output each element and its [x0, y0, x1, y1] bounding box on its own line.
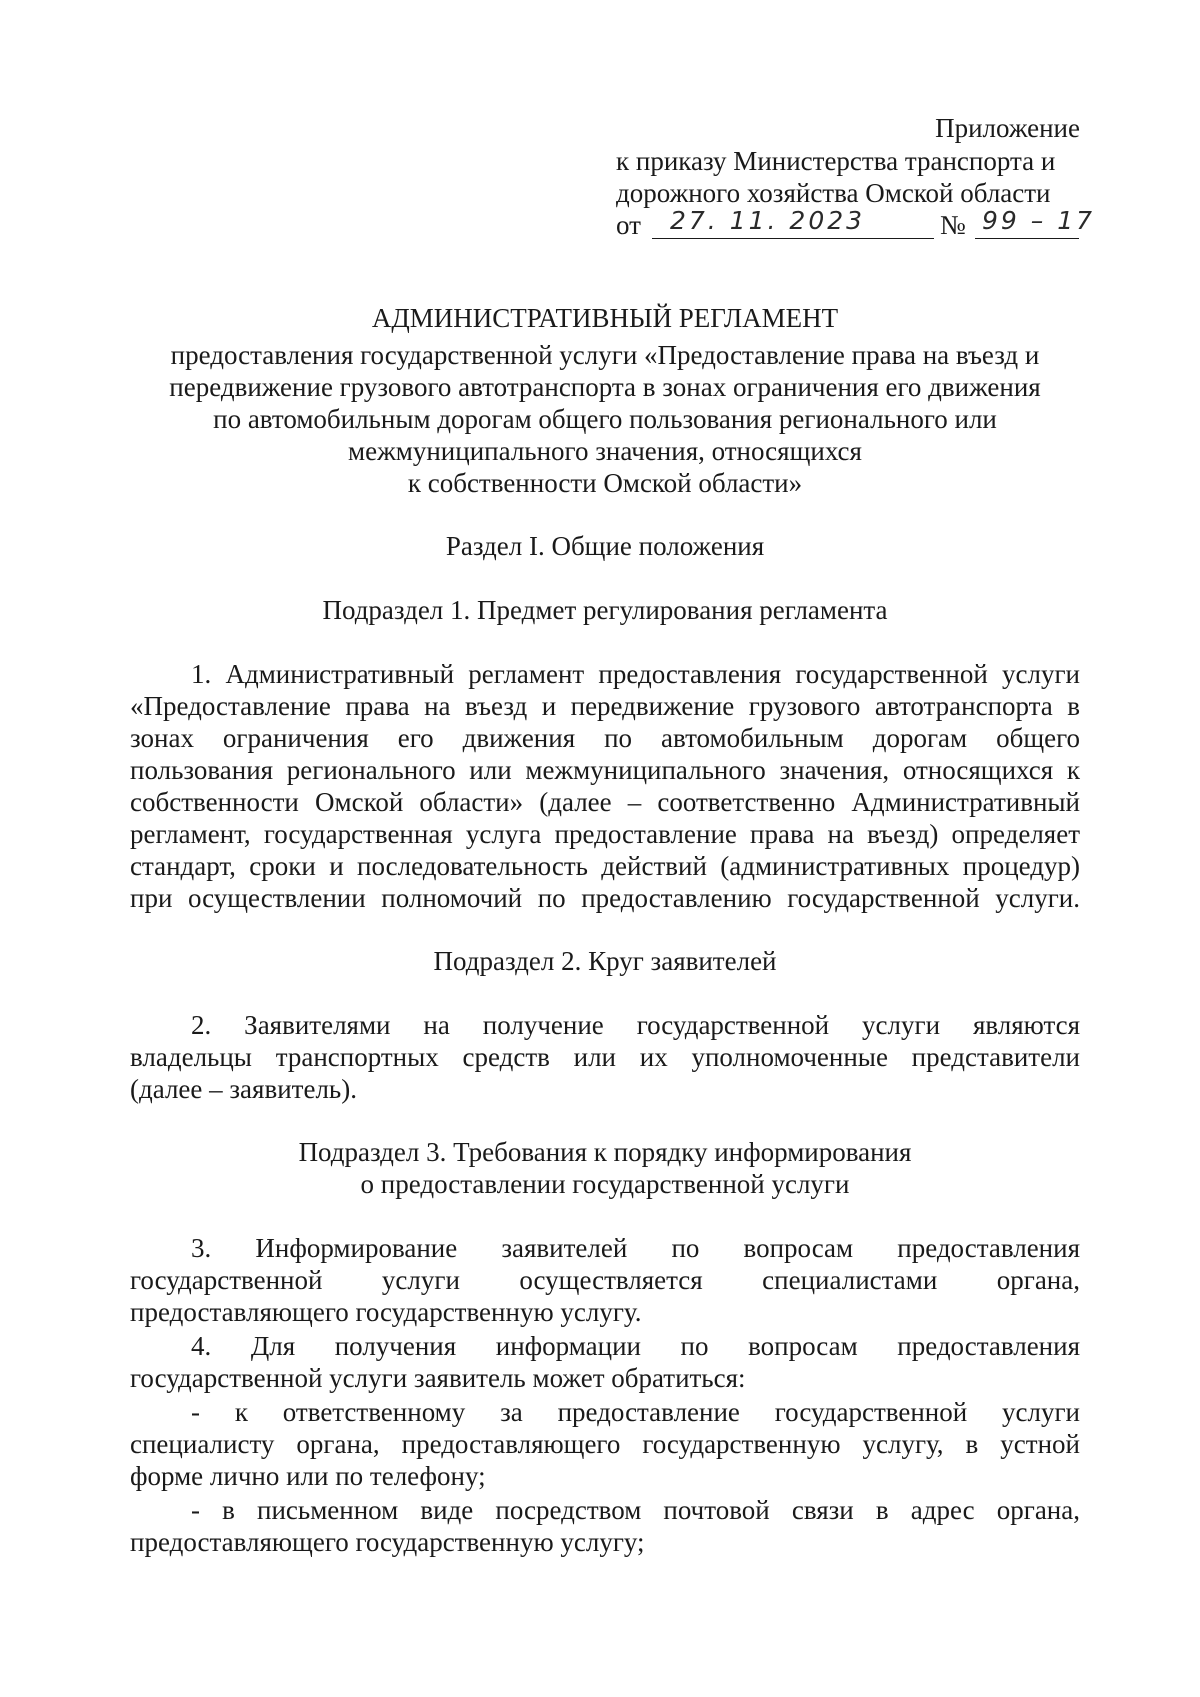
date-prefix: от	[616, 210, 641, 240]
paragraph-1-line-7: стандарт, сроки и последовательность действий (административных процедур)	[130, 851, 1080, 881]
paragraph-1-line-5: собственности Омской области» (далее – соответственно Административный	[130, 787, 1080, 817]
appendix-line-2: дорожного хозяйства Омской области	[616, 178, 1051, 208]
paragraph-1-line-4: пользования регионального или межмуниципального значения, относящихся к	[130, 755, 1080, 785]
list-item-1-line-3: форме лично или по телефону;	[130, 1461, 486, 1491]
subsection-1-heading: Подраздел 1. Предмет регулирования регламента	[322, 595, 888, 625]
section-heading: Раздел I. Общие положения	[445, 531, 765, 561]
title-line-3: по автомобильным дорогам общего пользования регионального или	[213, 404, 997, 434]
list-item-2-line-2: предоставляющего государственную услугу;	[130, 1527, 645, 1557]
list-item-2-line-1: - в письменном виде посредством почтовой связи в адрес органа,	[191, 1495, 1080, 1525]
title-line-1: предоставления государственной услуги «Предоставление права на въезд и	[170, 340, 1040, 370]
paragraph-2-line-2: владельцы транспортных средств или их уполномоченные представители	[130, 1042, 1080, 1072]
paragraph-3-line-3: предоставляющего государственную услугу.	[130, 1297, 642, 1327]
number-handwritten: 99 – 17	[982, 206, 1096, 235]
paragraph-1-line-6: регламент, государственная услуга предоставление права на въезд) определяет	[130, 819, 1080, 849]
document-heading: АДМИНИСТРАТИВНЫЙ РЕГЛАМЕНТ	[371, 303, 839, 333]
appendix-title: Приложение	[935, 113, 1080, 143]
title-line-5: к собственности Омской области»	[407, 468, 803, 498]
paragraph-1-line-8: при осуществлении полномочий по предоставлению государственной услуги.	[130, 883, 1080, 913]
title-line-2: передвижение грузового автотранспорта в зонах ограничения его движения	[169, 372, 1041, 402]
paragraph-1-line-3: зонах ограничения его движения по автомобильным дорогам общего	[130, 723, 1080, 753]
subsection-3-heading-line-1: Подраздел 3. Требования к порядку информирования	[298, 1137, 912, 1167]
list-item-1-line-2: специалисту органа, предоставляющего государственную услугу, в устной	[130, 1429, 1080, 1459]
paragraph-2-line-1: 2. Заявителями на получение государственной услуги являются	[191, 1010, 1080, 1040]
paragraph-2-line-3: (далее – заявитель).	[130, 1074, 357, 1104]
paragraph-1-line-1: 1. Административный регламент предоставления государственной услуги	[191, 659, 1080, 689]
title-line-4: межмуниципального значения, относящихся	[348, 436, 862, 466]
date-handwritten: 27. 11. 2023	[670, 206, 866, 235]
paragraph-3-line-1: 3. Информирование заявителей по вопросам предоставления	[191, 1233, 1080, 1263]
paragraph-4-line-1: 4. Для получения информации по вопросам предоставления	[191, 1331, 1080, 1361]
subsection-3-heading-line-2: о предоставлении государственной услуги	[360, 1169, 850, 1199]
list-item-1-line-1: - к ответственному за предоставление государственной услуги	[191, 1397, 1080, 1427]
paragraph-1-line-2: «Предоставление права на въезд и передвижение грузового автотранспорта в	[130, 691, 1080, 721]
appendix-line-1: к приказу Министерства транспорта и	[616, 146, 1056, 176]
subsection-2-heading: Подраздел 2. Круг заявителей	[433, 946, 777, 976]
paragraph-3-line-2: государственной услуги осуществляется специалистами органа,	[130, 1265, 1080, 1295]
paragraph-4-line-2: государственной услуги заявитель может обратиться:	[130, 1363, 746, 1393]
number-prefix: №	[940, 210, 966, 240]
